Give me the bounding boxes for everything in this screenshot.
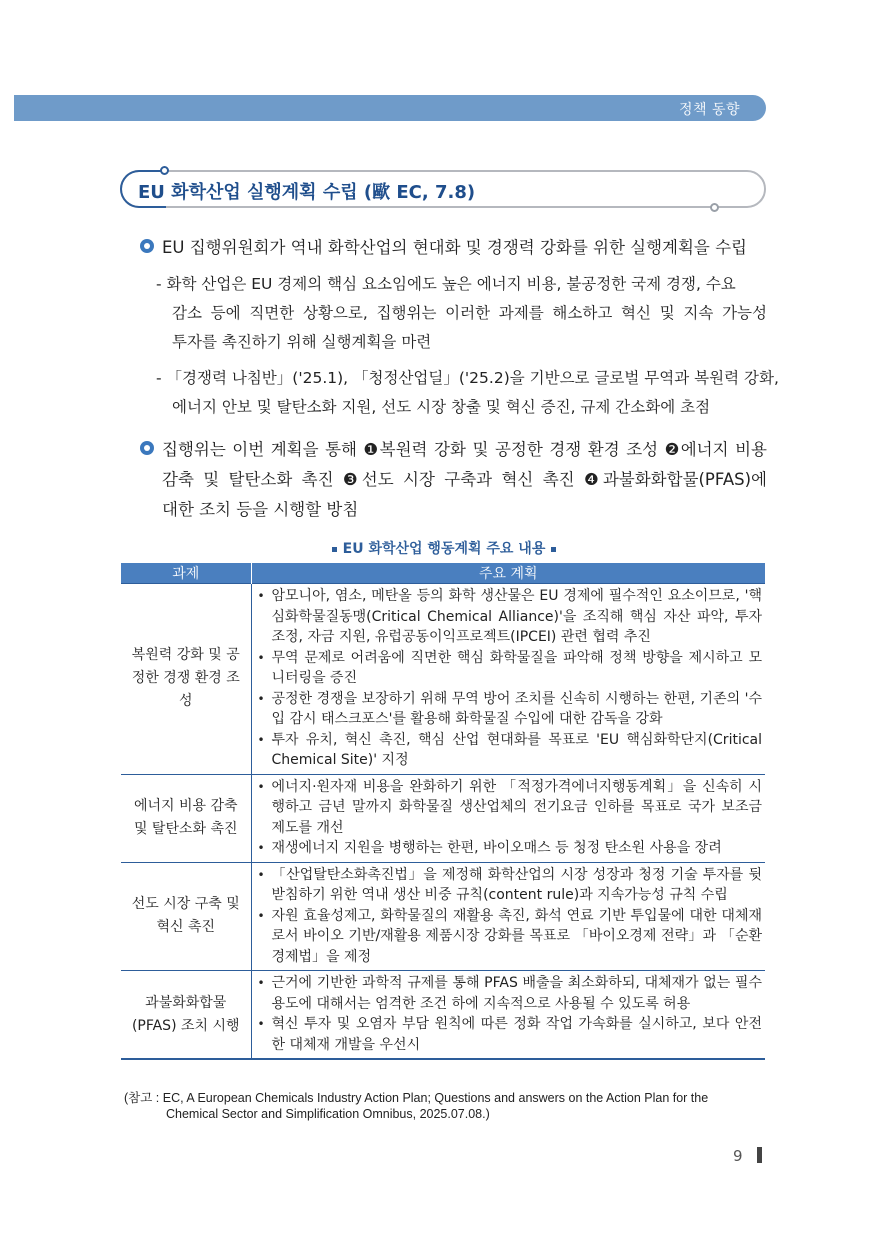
bullet-dot-icon: •: [257, 732, 265, 747]
header-band: [14, 95, 766, 121]
point1-sub2-line2: 에너지 안보 및 탈탄소화 지원, 선도 시장 창출 및 혁신 증진, 규제 간소화에 초점: [172, 398, 711, 416]
task-cell: 선도 시장 구축 및 혁신 촉진: [121, 862, 251, 971]
bullet-icon: [140, 239, 154, 253]
plan-item: • 자원 효율성제고, 화학물질의 재활용 촉진, 화석 연료 기반 투입물에 대한 대체재로서 바이오 기반/재활용 제품시장 강화를 목표로 「바이오경제 전략」과 「순환경제법」을 제정: [258, 906, 763, 968]
table-row: [121, 971, 765, 1060]
bullet-dot-icon: •: [257, 589, 265, 603]
point1-heading: EU 집행위원회가 역내 화학산업의 현대화 및 경쟁력 강화를 위한 실행계획을 수립: [162, 238, 747, 257]
plan-item: • 공정한 경쟁을 보장하기 위해 무역 방어 조치를 신속히 시행하는 한편, 기존의 '수입 감시 태스크포스'를 활용해 화학물질 수입에 대한 감독을 강화: [258, 689, 763, 730]
plans-cell: [251, 862, 765, 971]
plan-item: • 근거에 기반한 과학적 규제를 통해 PFAS 배출을 최소화하되, 대체재가 없는 필수 용도에 대해서는 엄격한 조건 하에 지속적으로 사용될 수 있도록 허용: [258, 973, 763, 1014]
plan-item: • 무역 문제로 어려움에 직면한 핵심 화학물질을 파악해 정책 방향을 제시하고 모니터링을 증진: [258, 648, 763, 689]
header-task: 과제: [121, 563, 251, 584]
point2-line2: 감축 및 탈탄소화 촉진 ❸선도 시장 구축과 혁신 촉진 ❹과불화화합물(PFAS)에: [162, 470, 767, 489]
table-caption-text: EU 화학산업 행동계획 주요 내용: [342, 541, 546, 557]
task-cell: 에너지 비용 감축 및 탈탄소화 촉진: [121, 774, 251, 862]
action-plan-table: [121, 563, 765, 1060]
table-caption: [0, 538, 888, 558]
point1-sub1-line2: 감소 등에 직면한 상황으로, 집행위는 이러한 과제를 해소하고 혁신 및 지속 가능성: [172, 304, 767, 322]
plans-cell: [251, 971, 765, 1060]
bullet-icon: [140, 441, 154, 455]
page-marker-bar: [757, 1147, 762, 1163]
plan-item: • 재생에너지 지원을 병행하는 한편, 바이오매스 등 청정 탄소원 사용을 장려: [258, 838, 763, 859]
plan-item: • 암모니아, 염소, 메탄올 등의 화학 생산물은 EU 경제에 필수적인 요소이므로, '핵심화학물질동맹(Critical Chemical Alliance)'을 조직해 핵심 자산 파악, 투자 조정, 자금 지원, 유럽공동이익프로젝트(IPCEI) 관련 협력 추진: [258, 586, 763, 648]
frame-knob-top: [160, 166, 169, 175]
point1-sub1-line1: - 화학 산업은 EU 경제의 핵심 요소임에도 높은 에너지 비용, 불공정한 국제 경쟁, 수요: [156, 275, 736, 293]
bullet-dot-icon: •: [257, 908, 265, 923]
bullet-dot-icon: •: [257, 691, 265, 706]
bullet-dot-icon: •: [257, 867, 265, 882]
reference-line-1: (참고 : EC, A European Chemicals Industry Action Plan; Questions and answers on the Action Plan for the: [124, 1091, 709, 1105]
page-number: 9: [733, 1147, 743, 1165]
bullet-dot-icon: •: [257, 841, 265, 855]
caption-marker-icon: [551, 547, 556, 552]
reference-note: [124, 1090, 708, 1122]
table-row: [121, 862, 765, 971]
point2-line3: 대한 조치 등을 시행할 방침: [162, 500, 359, 519]
header-plans: 주요 계획: [251, 563, 765, 584]
plan-item: • 투자 유치, 혁신 촉진, 핵심 산업 현대화를 목표로 'EU 핵심화학단지(Critical Chemical Site)' 지정: [258, 730, 763, 771]
reference-line-2: Chemical Sector and Simplification Omnibus, 2025.07.08.): [166, 1107, 490, 1121]
caption-marker-icon: [332, 547, 337, 552]
point1-sub1-line3: 투자를 촉진하기 위해 실행계획을 마련: [172, 333, 432, 351]
point1-sub2-line1: - 「경쟁력 나침반」('25.1), 「청정산업딜」('25.2)을 기반으로 글로벌 무역과 복원력 강화,: [156, 369, 779, 387]
plan-item: • 「산업탈탄소화촉진법」을 제정해 화학산업의 시장 성장과 청정 기술 투자를 뒷받침하기 위한 역내 생산 비중 규칙(content rule)과 지속가능성 규칙 수립: [258, 865, 763, 906]
section-title: EU 화학산업 실행계획 수립 (歐 EC, 7.8): [138, 182, 476, 203]
table-header-row: [121, 563, 765, 584]
point2-line1: 집행위는 이번 계획을 통해 ❶복원력 강화 및 공정한 경쟁 환경 조성 ❷에너지 비용: [162, 440, 767, 459]
plans-cell: [251, 774, 765, 862]
table-row: [121, 584, 765, 775]
frame-knob-bottom: [710, 203, 719, 212]
bullet-dot-icon: •: [257, 976, 265, 990]
table-row: [121, 774, 765, 862]
plans-cell: [251, 584, 765, 775]
task-cell: 복원력 강화 및 공정한 경쟁 환경 조성: [121, 584, 251, 775]
plan-item: • 혁신 투자 및 오염자 부담 원칙에 따른 정화 작업 가속화를 실시하고, 보다 안전한 대체재 개발을 우선시: [258, 1014, 763, 1055]
bullet-dot-icon: •: [257, 1017, 265, 1031]
header-label: 정책 동향: [678, 102, 740, 118]
bullet-dot-icon: •: [257, 650, 265, 665]
plan-item: • 에너지·원자재 비용을 완화하기 위한 「적정가격에너지행동계획」을 신속히 시행하고 금년 말까지 화학물질 생산업체의 전기요금 인하를 목표로 국가 보조금 제도를 개선: [258, 777, 763, 839]
task-cell: 과불화화합물(PFAS) 조치 시행: [121, 971, 251, 1060]
bullet-dot-icon: •: [257, 779, 265, 794]
